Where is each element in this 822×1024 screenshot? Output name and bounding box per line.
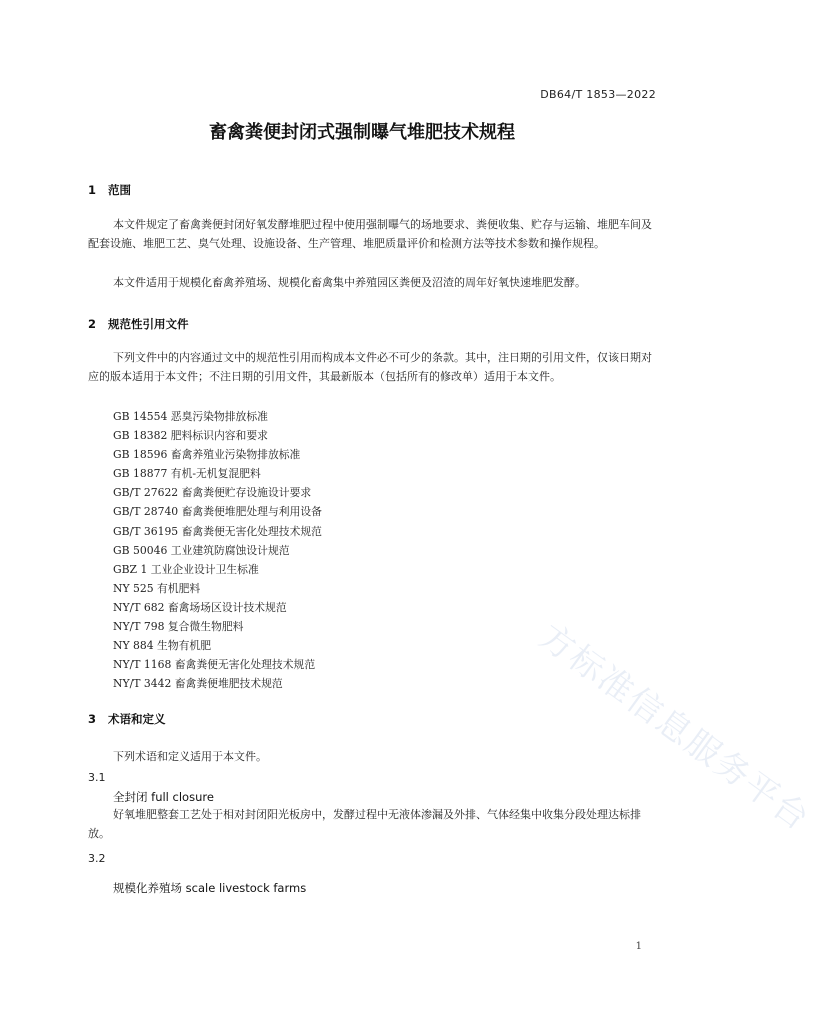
section-3-number: 3 bbox=[88, 712, 97, 726]
section-2-number: 2 bbox=[88, 317, 97, 331]
reference-item: NY 525 有机肥料 bbox=[113, 581, 201, 595]
section-3-title: 术语和定义 bbox=[108, 712, 166, 726]
section-2-title: 规范性引用文件 bbox=[108, 317, 189, 331]
section-1-number: 1 bbox=[88, 183, 97, 197]
reference-item: GB 18877 有机-无机复混肥料 bbox=[113, 467, 261, 481]
normative-references-list bbox=[113, 407, 322, 693]
reference-item: NY/T 1168 畜禽粪便无害化处理技术规范 bbox=[113, 658, 316, 672]
section-1-title: 范围 bbox=[108, 183, 131, 197]
section-1-heading bbox=[88, 182, 131, 198]
page-number: 1 bbox=[635, 941, 642, 952]
reference-item: GB 50046 工业建筑防腐蚀设计规范 bbox=[113, 543, 290, 557]
term-3-2-title: 规模化养殖场 scale livestock farms bbox=[113, 881, 307, 895]
term-3-1-title: 全封闭 full closure bbox=[113, 790, 214, 804]
reference-item: GBZ 1 工业企业设计卫生标准 bbox=[113, 562, 259, 576]
reference-item: GB 18596 畜禽养殖业污染物排放标准 bbox=[113, 448, 301, 462]
term-3-2-number: 3.2 bbox=[88, 852, 106, 865]
section-3-heading bbox=[88, 711, 166, 727]
section-3-intro: 下列术语和定义适用于本文件。 bbox=[113, 750, 267, 763]
section-2-heading bbox=[88, 316, 189, 332]
reference-item: NY/T 682 畜禽场场区设计技术规范 bbox=[113, 600, 287, 614]
term-3-1-definition: 好氧堆肥整套工艺处于相对封闭阳光板房中，发酵过程中无液体渗漏及外排、气体经集中收集分段处理达标排放。 bbox=[88, 808, 641, 840]
watermark: 方标准信息服务平台 bbox=[531, 616, 818, 840]
page-title: 畜禽粪便封闭式强制曝气堆肥技术规程 bbox=[209, 122, 515, 143]
document-number: DB64/T 1853—2022 bbox=[540, 88, 656, 101]
reference-item: GB 14554 恶臭污染物排放标准 bbox=[113, 410, 268, 423]
reference-item: NY 884 生物有机肥 bbox=[113, 639, 212, 653]
reference-item: GB/T 28740 畜禽粪便堆肥处理与利用设备 bbox=[113, 505, 322, 519]
reference-item: GB/T 27622 畜禽粪便贮存设施设计要求 bbox=[113, 486, 312, 500]
reference-item: GB 18382 肥料标识内容和要求 bbox=[113, 429, 268, 443]
reference-item: GB/T 36195 畜禽粪便无害化处理技术规范 bbox=[113, 524, 322, 538]
section-1-paragraph-2: 本文件适用于规模化畜禽养殖场、规模化畜禽集中养殖园区粪便及沼渣的周年好氧快速堆肥发酵。 bbox=[113, 276, 586, 289]
term-3-1-number: 3.1 bbox=[88, 771, 106, 784]
reference-item: NY/T 798 复合微生物肥料 bbox=[113, 620, 244, 634]
section-2-paragraph: 下列文件中的内容通过文中的规范性引用而构成本文件必不可少的条款。其中，注日期的引用文件，仅该日期对应的版本适用于本文件；不注日期的引用文件，其最新版本（包括所有的修改单）适用于本文件。 bbox=[88, 351, 652, 383]
reference-item: NY/T 3442 畜禽粪便堆肥技术规范 bbox=[113, 677, 283, 691]
section-1-paragraph-1: 本文件规定了畜禽粪便封闭好氧发酵堆肥过程中使用强制曝气的场地要求、粪便收集、贮存与运输、堆肥车间及配套设施、堆肥工艺、臭气处理、设施设备、生产管理、堆肥质量评价和检测方法等技术参数和操作规程。 bbox=[88, 218, 652, 250]
